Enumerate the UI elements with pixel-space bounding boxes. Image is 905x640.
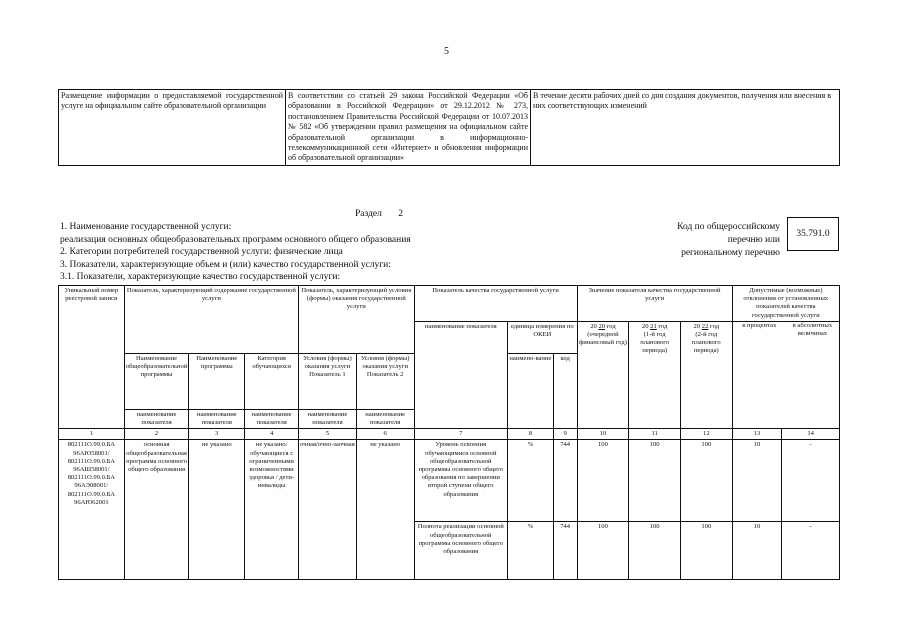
- value-year3-cell: 100: [680, 440, 732, 522]
- value-year2-cell: 100: [629, 522, 681, 580]
- subheader-condition-1: Условия (формы) оказания услуги Показатель 1: [299, 353, 357, 409]
- page-number: 5: [444, 46, 449, 57]
- header-unit-name: наимено-вание: [508, 353, 554, 428]
- table-row: [59, 440, 840, 522]
- header-deviation: Допустимые (возможные) отклонения от установленных показателей качества государственной услуги: [732, 286, 839, 322]
- subheader-program-type: Наименование общеобразовательной программы: [124, 353, 189, 409]
- registry-code-label: Код по общероссийскому перечню или региональному перечню: [677, 222, 780, 258]
- header-unique-number: Уникальный номер реестровой записи: [59, 286, 125, 429]
- header-unit-code: код: [553, 353, 577, 428]
- header-unit: единица измерения по ОКЕИ: [508, 321, 578, 353]
- deviation-absolute-cell: -: [782, 440, 840, 522]
- indicator-cell: Уровень освоения обучающимися основной общеобразовательной программы основного общего образования по завершении второй ступени общего образования: [414, 440, 508, 522]
- section-label: Раздел: [355, 209, 382, 219]
- indicators-heading: 3. Показатели, характеризующие объем и (или) качество государственной услуги:: [60, 259, 391, 270]
- header-indicator-name: наименование показателя: [414, 321, 508, 428]
- subheader-condition-2: Условия (формы) оказания услуги Показатель 2: [356, 353, 414, 409]
- subheader-indicator-3: наименование показателя: [245, 409, 299, 428]
- subheader-program: Наименование программы: [189, 353, 245, 409]
- header-year-1: 20 20 год (очередной финансовый год): [577, 321, 629, 428]
- value-year1-cell: 100: [577, 522, 629, 580]
- header-year-3: 20 22 год (2-й год планового периода): [680, 321, 732, 428]
- deviation-absolute-cell: -: [782, 522, 840, 580]
- subheader-indicator-1: наименование показателя: [124, 409, 189, 428]
- registry-number-cell: 802111О.99.0.БА 96АЮ58001/ 802111О.99.0.БА 96АШ58001/ 802111О.99.0.БА 96АЭ08001/ 802111О.99.0.БА 96АЮ62001: [59, 440, 125, 580]
- section-lines: [60, 221, 411, 284]
- service-name: реализация основных общеобразовательных программ основного общего образования: [60, 234, 411, 245]
- info-content-cell: В соответствии со статьей 29 закона Российской Федерации «Об образовании в Российской Федерации» от 29.12.2012 № 273, постановлением Правительства Российской Федерации от 10.07.2013 № 582 «Об утверждении правил размещения на официальном сайте образовательной организации в информационно-телекоммуникационной сети «Интернет» и обновления информации об образовательной организации»: [286, 90, 531, 166]
- program-type-cell: основная общеобразовательная программа основного общего образования: [124, 440, 189, 580]
- header-conditions: Показатель, характеризующий условия (формы) оказания государственной услуги: [299, 286, 414, 322]
- section-heading: [355, 209, 403, 219]
- subheader-category: Категория обучающихся: [245, 353, 299, 409]
- service-name-heading: 1. Наименование государственной услуги:: [60, 222, 232, 232]
- subheader-indicator-4: наименование показателя: [299, 409, 357, 428]
- registry-code-value: 35.791.0: [787, 217, 839, 251]
- consumer-category: 2. Категории потребителей государственной услуги: физические лица: [60, 247, 343, 258]
- form2-cell: не указано: [356, 440, 414, 580]
- info-frequency-cell: В течение десяти рабочих дней со дня создания документов, получения или внесения в них соответствующих изменений: [531, 90, 840, 166]
- header-percent: в процентах: [742, 321, 777, 329]
- value-year3-cell: 100: [680, 522, 732, 580]
- header-absolute: в абсолютных величинах: [792, 321, 833, 338]
- code-cell: 744: [553, 440, 577, 522]
- quality-table: [58, 285, 840, 580]
- unit-cell: %: [508, 440, 554, 522]
- header-year-2: 20 21 год (1-й год планового периода): [629, 321, 681, 428]
- subheader-indicator-5: наименование показателя: [356, 409, 414, 428]
- quality-indicators-heading: 3.1. Показатели, характеризующие качество государственной услуги:: [60, 272, 341, 283]
- unit-cell: %: [508, 522, 554, 580]
- deviation-percent-cell: 10: [732, 522, 782, 580]
- header-content: Показатель, характеризующий содержание государственной услуги: [124, 286, 298, 322]
- column-number-row: 1 2 3 4 5 6 7 8 9 10 11 12 13 14: [59, 429, 840, 440]
- indicator-cell: Полнота реализации основной общеобразовательной программы основного общего образования: [414, 522, 508, 580]
- section-number: 2: [398, 209, 403, 219]
- value-year2-cell: 100: [629, 440, 681, 522]
- deviation-percent-cell: 10: [732, 440, 782, 522]
- category-cell: не указано/ обучающиеся с ограниченными возможностями здоровья / дети-инвалиды: [245, 440, 299, 580]
- header-value: Значение показателя качества государственной услуги: [577, 286, 732, 322]
- code-cell: 744: [553, 522, 577, 580]
- header-quality: Показатель качества государственной услуги: [414, 286, 577, 322]
- info-table: [58, 89, 840, 166]
- info-method-cell: Размещение информации о предоставляемой государственной услуге на официальном сайте образовательной организации: [59, 90, 286, 166]
- value-year1-cell: 100: [577, 440, 629, 522]
- program-cell: не указано: [189, 440, 245, 580]
- subheader-indicator-2: наименование показателя: [189, 409, 245, 428]
- form-cell: очная/очно-заочная: [299, 440, 357, 580]
